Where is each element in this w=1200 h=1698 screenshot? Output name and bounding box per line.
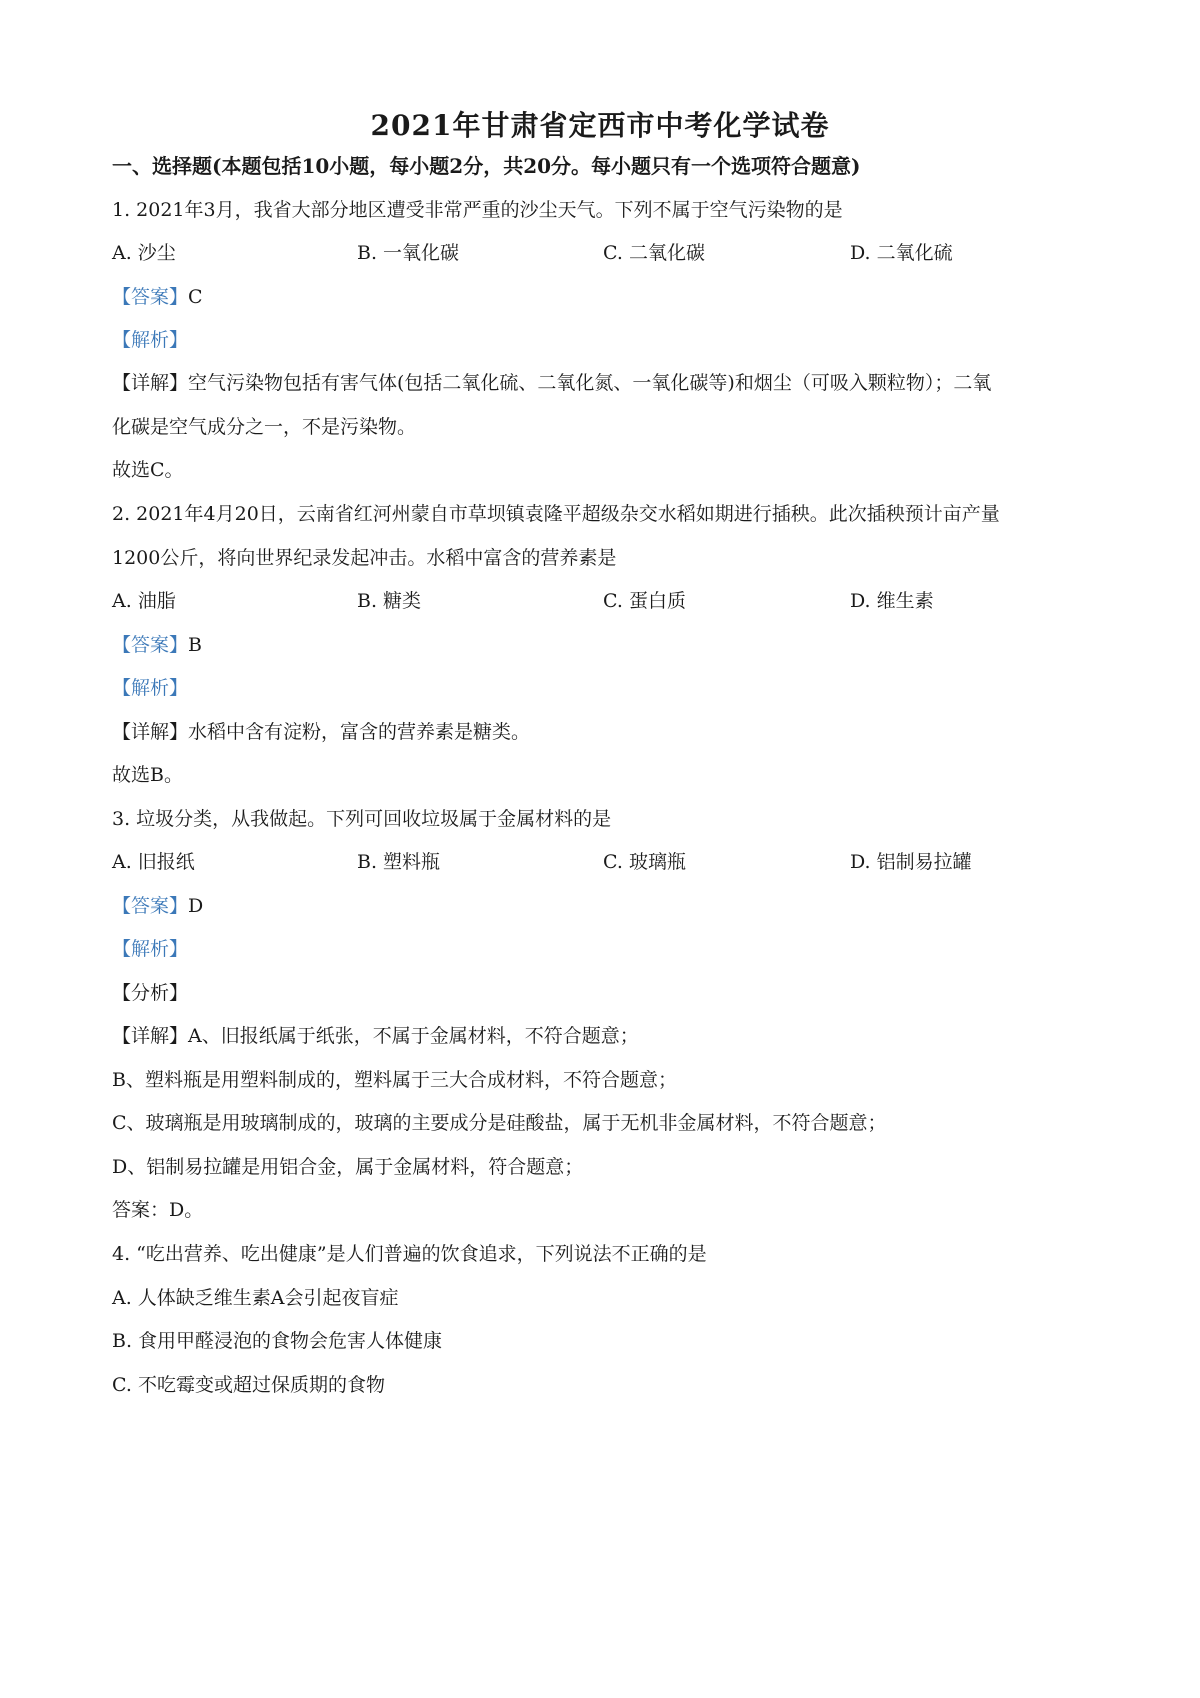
detail-label: 【详解】 — [112, 372, 189, 394]
q1-option-a: A. 沙尘 — [112, 242, 176, 264]
q3-option-b: B. 塑料瓶 — [357, 851, 441, 873]
q1-detail-line1 — [112, 371, 991, 395]
q3-option-a: A. 旧报纸 — [112, 851, 195, 873]
q2-detail — [112, 720, 530, 744]
detail-text: A、旧报纸属于纸张，不属于金属材料，不符合题意； — [188, 1025, 639, 1047]
q1-detail-line2: 化碳是空气成分之一，不是污染物。 — [112, 416, 417, 438]
q3-option-c: C. 玻璃瓶 — [603, 851, 686, 873]
q2-stem-line2: 1200公斤，将向世界纪录发起冲击。水稻中富含的营养素是 — [112, 547, 617, 569]
q4-stem: 4. “吃出营养、吃出健康”是人们普遍的饮食追求，下列说法不正确的是 — [112, 1243, 707, 1265]
answer-value: B — [188, 634, 202, 656]
q3-detail-a — [112, 1024, 639, 1048]
q3-detail-d: D、铝制易拉罐是用铝合金，属于金属材料，符合题意； — [112, 1156, 584, 1178]
q2-choose: 故选B。 — [112, 764, 183, 786]
q1-stem: 1. 2021年3月，我省大部分地区遭受非常严重的沙尘天气。下列不属于空气污染物的是 — [112, 199, 843, 221]
q1-option-c: C. 二氧化碳 — [603, 242, 705, 264]
detail-text: 水稻中含有淀粉，富含的营养素是糖类。 — [188, 721, 531, 743]
q3-final: 答案：D。 — [112, 1199, 204, 1221]
answer-label: 【答案】 — [112, 634, 189, 656]
q1-choose: 故选C。 — [112, 459, 184, 481]
answer-value: C — [188, 286, 203, 308]
detail-label: 【详解】 — [112, 1025, 189, 1047]
q2-option-d: D. 维生素 — [850, 590, 934, 612]
q3-fenxi-label: 【分析】 — [112, 982, 189, 1004]
q2-option-b: B. 糖类 — [357, 590, 422, 612]
page-title: 2021年甘肃省定西市中考化学试卷 — [370, 109, 830, 142]
q2-option-a: A. 油脂 — [112, 590, 176, 612]
q4-option-c: C. 不吃霉变或超过保质期的食物 — [112, 1374, 385, 1396]
q3-detail-b: B、塑料瓶是用塑料制成的，塑料属于三大合成材料，不符合题意； — [112, 1069, 677, 1091]
q3-stem: 3. 垃圾分类，从我做起。下列可回收垃圾属于金属材料的是 — [112, 808, 612, 830]
q1-answer — [112, 285, 203, 309]
q3-answer — [112, 894, 203, 918]
q2-stem-line1: 2. 2021年4月20日，云南省红河州蒙自市草坝镇袁隆平超级杂交水稻如期进行插秧。此次插秧预计亩产量 — [112, 503, 1000, 525]
detail-label: 【详解】 — [112, 721, 189, 743]
q4-option-b: B. 食用甲醛浸泡的食物会危害人体健康 — [112, 1330, 443, 1352]
q2-answer — [112, 633, 202, 657]
q2-analysis-label: 【解析】 — [112, 677, 189, 699]
q3-option-d: D. 铝制易拉罐 — [850, 851, 972, 873]
q1-analysis-label: 【解析】 — [112, 329, 189, 351]
answer-label: 【答案】 — [112, 286, 189, 308]
q3-detail-c: C、玻璃瓶是用玻璃制成的，玻璃的主要成分是硅酸盐，属于无机非金属材料，不符合题意； — [112, 1112, 887, 1134]
q2-option-c: C. 蛋白质 — [603, 590, 686, 612]
q1-option-d: D. 二氧化硫 — [850, 242, 953, 264]
q3-analysis-label: 【解析】 — [112, 938, 189, 960]
q4-option-a: A. 人体缺乏维生素A会引起夜盲症 — [112, 1287, 399, 1309]
answer-label: 【答案】 — [112, 895, 189, 917]
detail-text: 空气污染物包括有害气体(包括二氧化硫、二氧化氮、一氧化碳等)和烟尘（可吸入颗粒物）；二氧 — [188, 372, 992, 394]
answer-value: D — [188, 895, 204, 917]
section-heading: 一、选择题(本题包括10小题，每小题2分，共20分。每小题只有一个选项符合题意) — [112, 154, 861, 178]
q1-option-b: B. 一氧化碳 — [357, 242, 460, 264]
